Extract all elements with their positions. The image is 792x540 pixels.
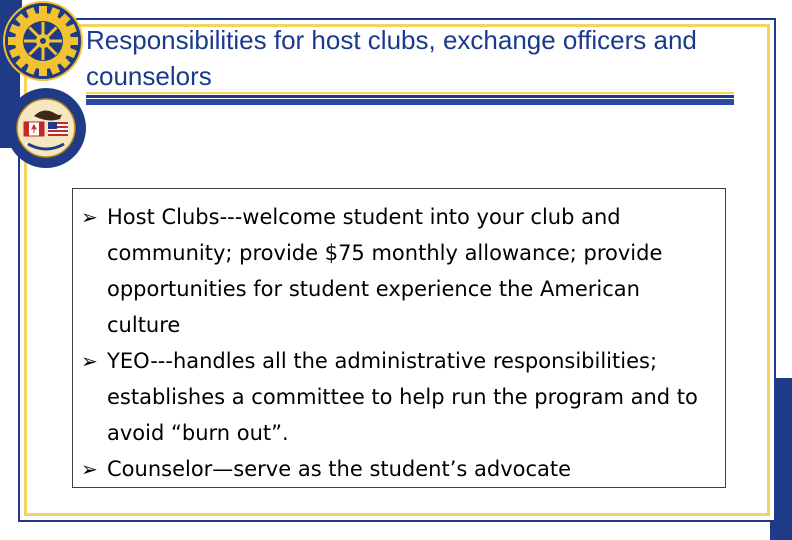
bullet-text-counselor: Counselor—serve as the student’s advocate bbox=[107, 457, 572, 481]
arrow-right-icon: ➢ bbox=[81, 349, 98, 373]
list-item bbox=[79, 451, 711, 487]
title-underline bbox=[86, 95, 734, 98]
bullet-list bbox=[73, 189, 725, 487]
arrow-right-icon: ➢ bbox=[81, 205, 98, 229]
list-item bbox=[79, 343, 711, 451]
arrow-right-icon: ➢ bbox=[81, 457, 98, 481]
bullet-text-yeo: YEO---handles all the administrative responsibilities; establishes a committee to help run the program and to avoid “burn out”. bbox=[107, 349, 698, 445]
youth-exchange-emblem-icon bbox=[4, 86, 88, 170]
slide-title: Responsibilities for host clubs, exchange officers and counselors bbox=[86, 25, 697, 91]
rotary-wheel-icon bbox=[2, 0, 84, 82]
title-underline-thick bbox=[86, 99, 734, 105]
bullet-text-host-clubs: Host Clubs---welcome student into your club and community; provide $75 monthly allowance; provide opportunities for student experience the American culture bbox=[107, 205, 663, 337]
title-gold-rule bbox=[86, 92, 734, 94]
list-item bbox=[79, 199, 711, 343]
content-box bbox=[72, 188, 726, 488]
